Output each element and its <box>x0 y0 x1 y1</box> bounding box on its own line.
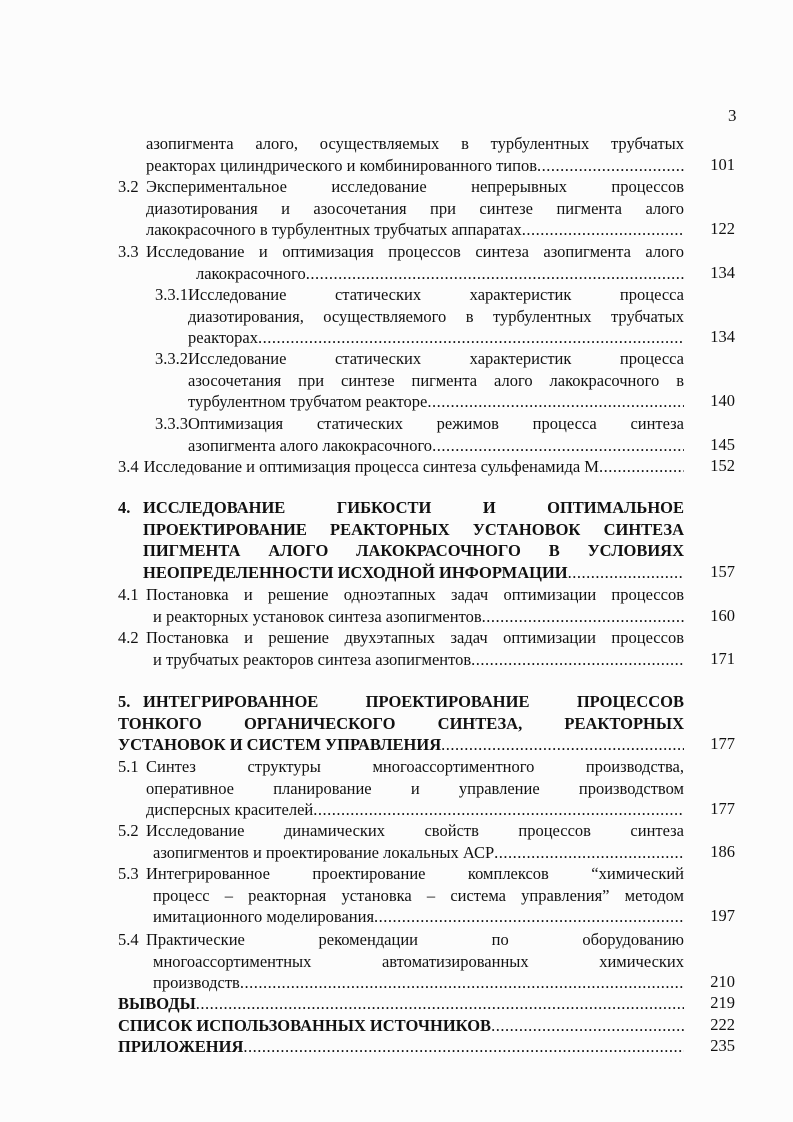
toc-entry <box>118 241 735 284</box>
toc-line: 5.2 Исследование динамических свойств процессов синтеза <box>118 821 684 840</box>
toc-line: дисперсных красителей ..... <box>118 799 684 821</box>
toc-line: азопигмента алого лакокрасочного ..... <box>118 435 684 457</box>
toc-line: 3.4 Исследование и оптимизация процесса синтеза сульфенамида М ..... <box>118 456 684 478</box>
toc-entry <box>118 1015 735 1037</box>
toc-entry-number: 5. <box>118 692 131 711</box>
toc-line: 3.2 Экспериментальное исследование непрерывных процессов <box>118 177 684 196</box>
toc-line: ТОНКОГО ОРГАНИЧЕСКОГО СИНТЕЗА, РЕАКТОРНЫХ <box>118 713 684 733</box>
toc-entry <box>118 820 735 863</box>
toc-entry-number: 3.4 <box>118 457 139 476</box>
toc-line: 3.3.1 Исследование статических характеристик процесса <box>155 285 684 304</box>
toc-entry-number: 3.3 <box>118 242 139 261</box>
toc-entry-number: 4. <box>118 498 131 517</box>
toc-entry <box>118 584 735 627</box>
toc-page-number: 186 <box>710 841 735 861</box>
toc-entry <box>118 993 735 1015</box>
toc-entry <box>118 133 735 176</box>
toc-line: 3.3.2 Исследование статических характеристик процесса <box>155 349 684 368</box>
toc-line: азопигментов и проектирование локальных АСР ..... <box>118 842 684 864</box>
toc-line: СПИСОК ИСПОЛЬЗОВАННЫХ ИСТОЧНИКОВ ..... <box>118 1015 684 1037</box>
toc-line: азосочетания при синтезе пигмента алого лакокрасочного в <box>188 370 684 390</box>
toc-line: азопигмента алого, осуществляемых в турбулентных трубчатых <box>146 134 684 153</box>
toc-entry-number: 3.3.1 <box>155 285 188 304</box>
toc-line: ПРОЕКТИРОВАНИЕ РЕАКТОРНЫХ УСТАНОВОК СИНТЕЗА <box>143 519 684 539</box>
toc-entry <box>118 756 735 821</box>
toc-line: имитационного моделирования ..... <box>118 906 684 928</box>
toc-entry <box>118 863 735 928</box>
toc-entry-number: 4.1 <box>118 585 139 604</box>
toc-line: 5. ИНТЕГРИРОВАННОЕ ПРОЕКТИРОВАНИЕ ПРОЦЕССОВ <box>118 692 684 711</box>
toc-page-number: 160 <box>710 605 735 625</box>
toc-entry-number: 3.3.3 <box>155 414 188 433</box>
toc-page-number: 134 <box>710 327 735 346</box>
toc-entry <box>118 929 735 994</box>
toc-page-number: 210 <box>710 972 735 991</box>
toc-page-number: 134 <box>710 262 735 282</box>
toc-line: многоассортиментных автоматизированных химических <box>153 951 684 971</box>
page-number: 3 <box>728 106 737 125</box>
toc-line: лакокрасочного ..... <box>118 263 684 285</box>
toc-line: реакторах ..... <box>118 327 684 349</box>
toc-entry <box>118 348 735 413</box>
toc-line: лакокрасочного в турбулентных трубчатых аппаратах ..... <box>118 219 684 241</box>
toc-page-number: 177 <box>710 799 735 818</box>
toc-line: 3.3 Исследование и оптимизация процессов синтеза азопигмента алого <box>118 242 684 261</box>
toc-page-number: 101 <box>710 154 735 174</box>
toc-entry-number: 4.2 <box>118 628 139 647</box>
toc-line: УСТАНОВОК И СИСТЕМ УПРАВЛЕНИЯ ..... <box>118 734 684 756</box>
toc-page-number: 145 <box>710 434 735 454</box>
toc-entry <box>118 691 735 756</box>
toc-page-number: 122 <box>710 219 735 238</box>
toc-line: оперативное планирование и управление производством <box>146 778 684 798</box>
toc-line: реакторах цилиндрического и комбинированного типов ..... <box>118 155 684 177</box>
toc-page-number: 171 <box>710 648 735 668</box>
toc-entry <box>118 456 735 478</box>
toc-page-number: 140 <box>710 391 735 410</box>
toc-line: диазотирования и азосочетания при синтезе пигмента алого <box>146 198 684 218</box>
toc-page-number: 219 <box>710 993 735 1012</box>
toc-line: 3.3.3 Оптимизация статических режимов процесса синтеза <box>155 414 684 433</box>
toc-line: ПРИЛОЖЕНИЯ ..... <box>118 1036 684 1058</box>
toc-line: и реакторных установок синтеза азопигментов ..... <box>118 606 684 628</box>
toc-page-number: 235 <box>710 1036 735 1055</box>
toc-entry <box>118 627 735 670</box>
toc-line: 4. ИССЛЕДОВАНИЕ ГИБКОСТИ И ОПТИМАЛЬНОЕ <box>118 498 684 517</box>
toc-line: процесс – реакторная установка – система управления” методом <box>153 885 684 905</box>
toc-line: 5.1 Синтез структуры многоассортиментного производства, <box>118 757 684 776</box>
toc-entry <box>118 284 735 349</box>
toc-line: 4.2 Постановка и решение двухэтапных задач оптимизации процессов <box>118 628 684 647</box>
toc-line: турбулентном трубчатом реакторе ..... <box>118 391 684 413</box>
toc-page-number: 157 <box>710 561 735 581</box>
toc-line: 5.3 Интегрированное проектирование комплексов “химический <box>118 864 684 883</box>
toc-line: ВЫВОДЫ ..... <box>118 993 684 1015</box>
toc-line: диазотирования, осуществляемого в турбулентных трубчатых <box>188 306 684 326</box>
toc-entry-number: 5.1 <box>118 757 139 776</box>
toc-line: ПИГМЕНТА АЛОГО ЛАКОКРАСОЧНОГО В УСЛОВИЯХ <box>143 541 684 560</box>
toc-line: 5.4 Практические рекомендации по оборудованию <box>118 930 684 949</box>
toc-entry <box>118 497 735 583</box>
toc-entry-number: 5.3 <box>118 864 139 883</box>
toc-entry-number: 5.4 <box>118 930 139 949</box>
toc-page-number: 177 <box>710 734 735 753</box>
toc-entry-number: 3.3.2 <box>155 349 188 368</box>
toc-line: НЕОПРЕДЕЛЕННОСТИ ИСХОДНОЙ ИНФОРМАЦИИ ..... <box>118 562 684 584</box>
toc-page-number: 197 <box>710 906 735 925</box>
toc-line: и трубчатых реакторов синтеза азопигментов ..... <box>118 649 684 671</box>
toc-entry <box>118 176 735 241</box>
toc-entry <box>118 1036 735 1058</box>
toc-entry <box>118 413 735 456</box>
toc-entry-number: 3.2 <box>118 177 139 196</box>
toc-page-number: 152 <box>710 456 735 475</box>
toc-line: 4.1 Постановка и решение одноэтапных задач оптимизации процессов <box>118 585 684 604</box>
toc-line: производств ..... <box>118 972 684 994</box>
toc-entry-number: 5.2 <box>118 821 139 840</box>
toc-page-number: 222 <box>710 1015 735 1034</box>
